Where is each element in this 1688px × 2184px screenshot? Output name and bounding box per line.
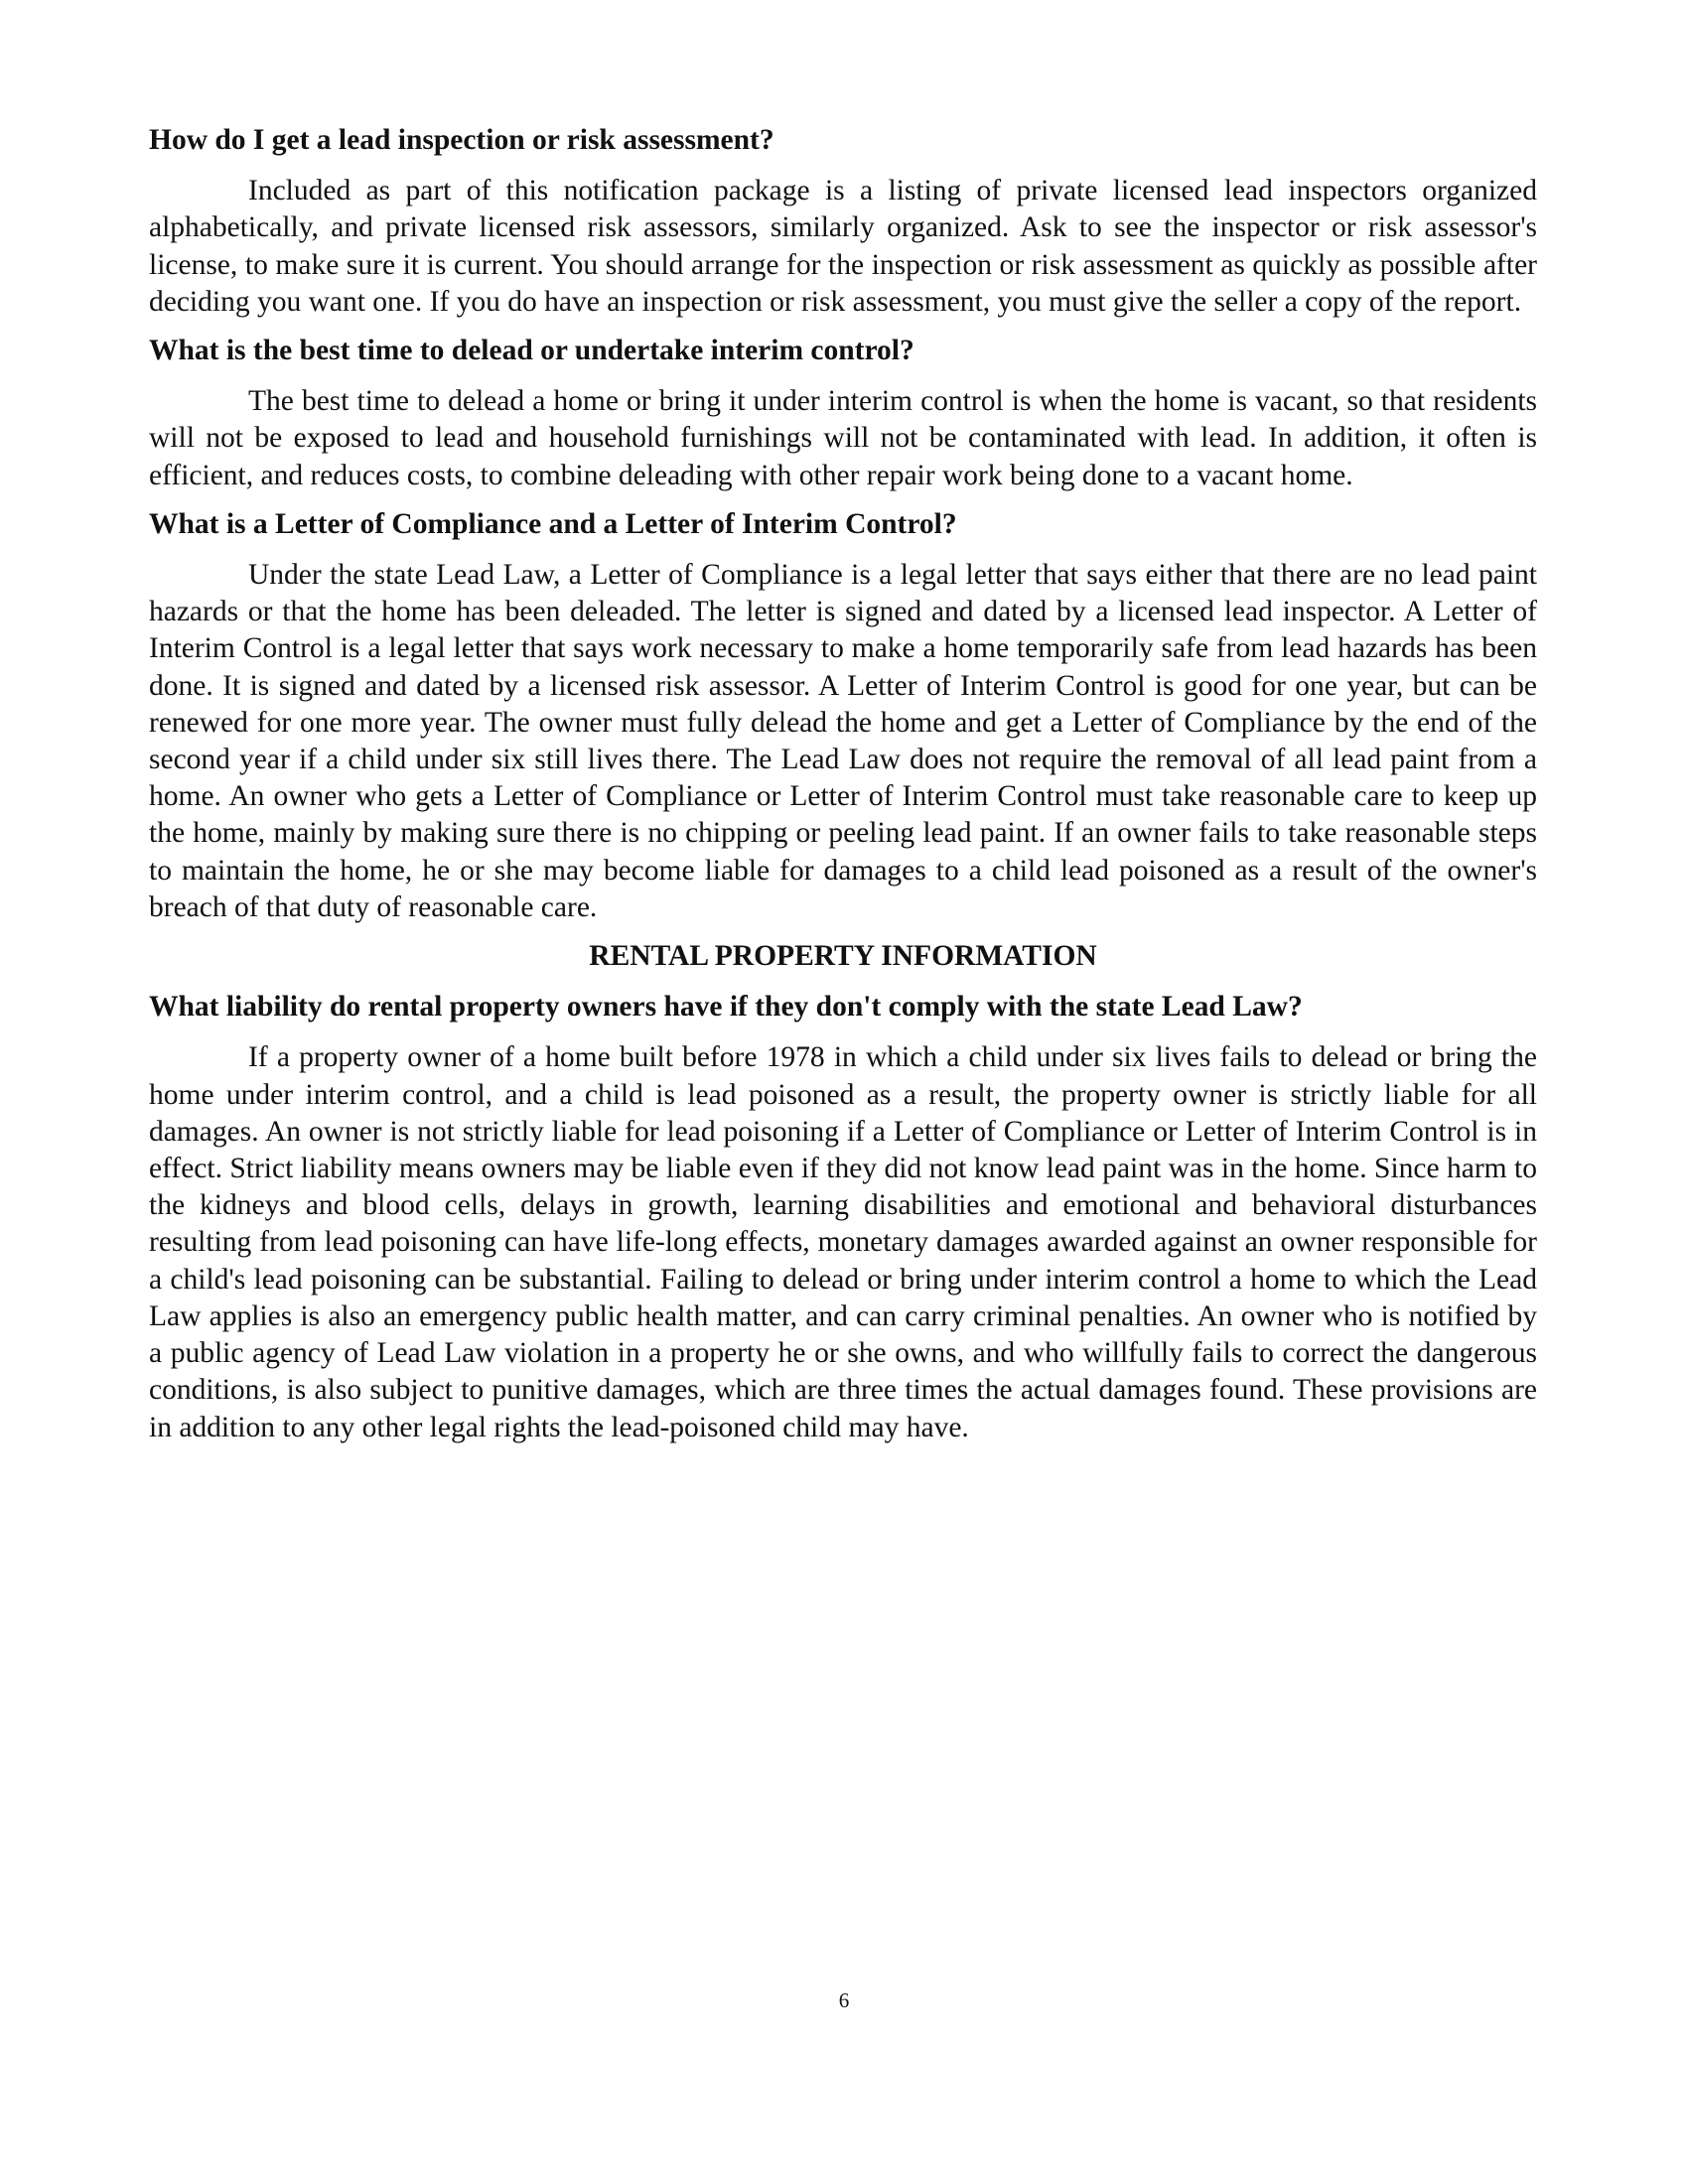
document-page [149, 122, 1537, 1458]
section-title-rental: RENTAL PROPERTY INFORMATION [589, 940, 1097, 973]
heading-inspection: How do I get a lead inspection or risk assessment? [149, 124, 774, 156]
heading-rental-liability: What liability do rental property owners have if they don't comply with the state Lead Law? [149, 991, 1303, 1024]
heading-letters: What is a Letter of Compliance and a Letter of Interim Control? [149, 507, 957, 540]
paragraph-letters: Under the state Lead Law, a Letter of Compliance is a legal letter that says either that there are no lead paint hazards or that the home has been deleaded. The letter is signed and dated by a licensed lead inspector. A Letter of Interim Control is a legal letter that says work necessary to make a home temporarily safe from lead hazards has been done. It is signed and dated by a licensed risk assessor. A Letter of Interim Control is good for one year, but can be renewed for one more year. The owner must fully delead the home and get a Letter of Compliance by the end of the second year if a child under six still lives there. The Lead Law does not require the removal of all lead paint from a home. An owner who gets a Letter of Compliance or Letter of Interim Control must take reasonable care to keep up the home, mainly by making sure there is no chipping or peeling lead paint. If an owner fails to take reasonable steps to maintain the home, he or she may become liable for damages to a child lead poisoned as a result of the owner's breach of that duty of reasonable care. [149, 559, 1537, 923]
paragraph-best-time: The best time to delead a home or bring it under interim control is when the home is vacant, so that residents will not be exposed to lead and household furnishings will not be contaminated with lead. In addition, it often is efficient, and reduces costs, to combine deleading with other repair work being done to a vacant home. [149, 385, 1537, 491]
heading-best-time: What is the best time to delead or undertake interim control? [149, 335, 914, 367]
paragraph-inspection: Included as part of this notification package is a listing of private licensed lead inspectors organized alphabetically, and private licensed risk assessors, similarly organized. Ask to see the inspector or risk assessor's license, to make sure it is current. You should arrange for the inspection or risk assessment as quickly as possible after deciding you want one. If you do have an inspection or risk assessment, you must give the seller a copy of the report. [149, 175, 1537, 318]
paragraph-rental-liability: If a property owner of a home built before 1978 in which a child under six lives fails to delead or bring the home under interim control, and a child is lead poisoned as a result, the property owner is strictly liable for all damages. An owner is not strictly liable for lead poisoning if a Letter of Compliance or Letter of Interim Control is in effect. Strict liability means owners may be liable even if they did not know lead paint was in the home. Since harm to the kidneys and blood cells, delays in growth, learning disabilities and emotional and behavioral disturbances resulting from lead poisoning can have life-long effects, monetary damages awarded against an owner responsible for a child's lead poisoning can be substantial. Failing to delead or bring under interim control a home to which the Lead Law applies is also an emergency public health matter, and can carry criminal penalties. An owner who is notified by a public agency of Lead Law violation in a property he or she owns, and who willfully fails to correct the dangerous conditions, is also subject to punitive damages, which are three times the actual damages found. These provisions are in addition to any other legal rights the lead-poisoned child may have. [149, 1041, 1537, 1443]
page-number: 6 [838, 1988, 850, 2012]
